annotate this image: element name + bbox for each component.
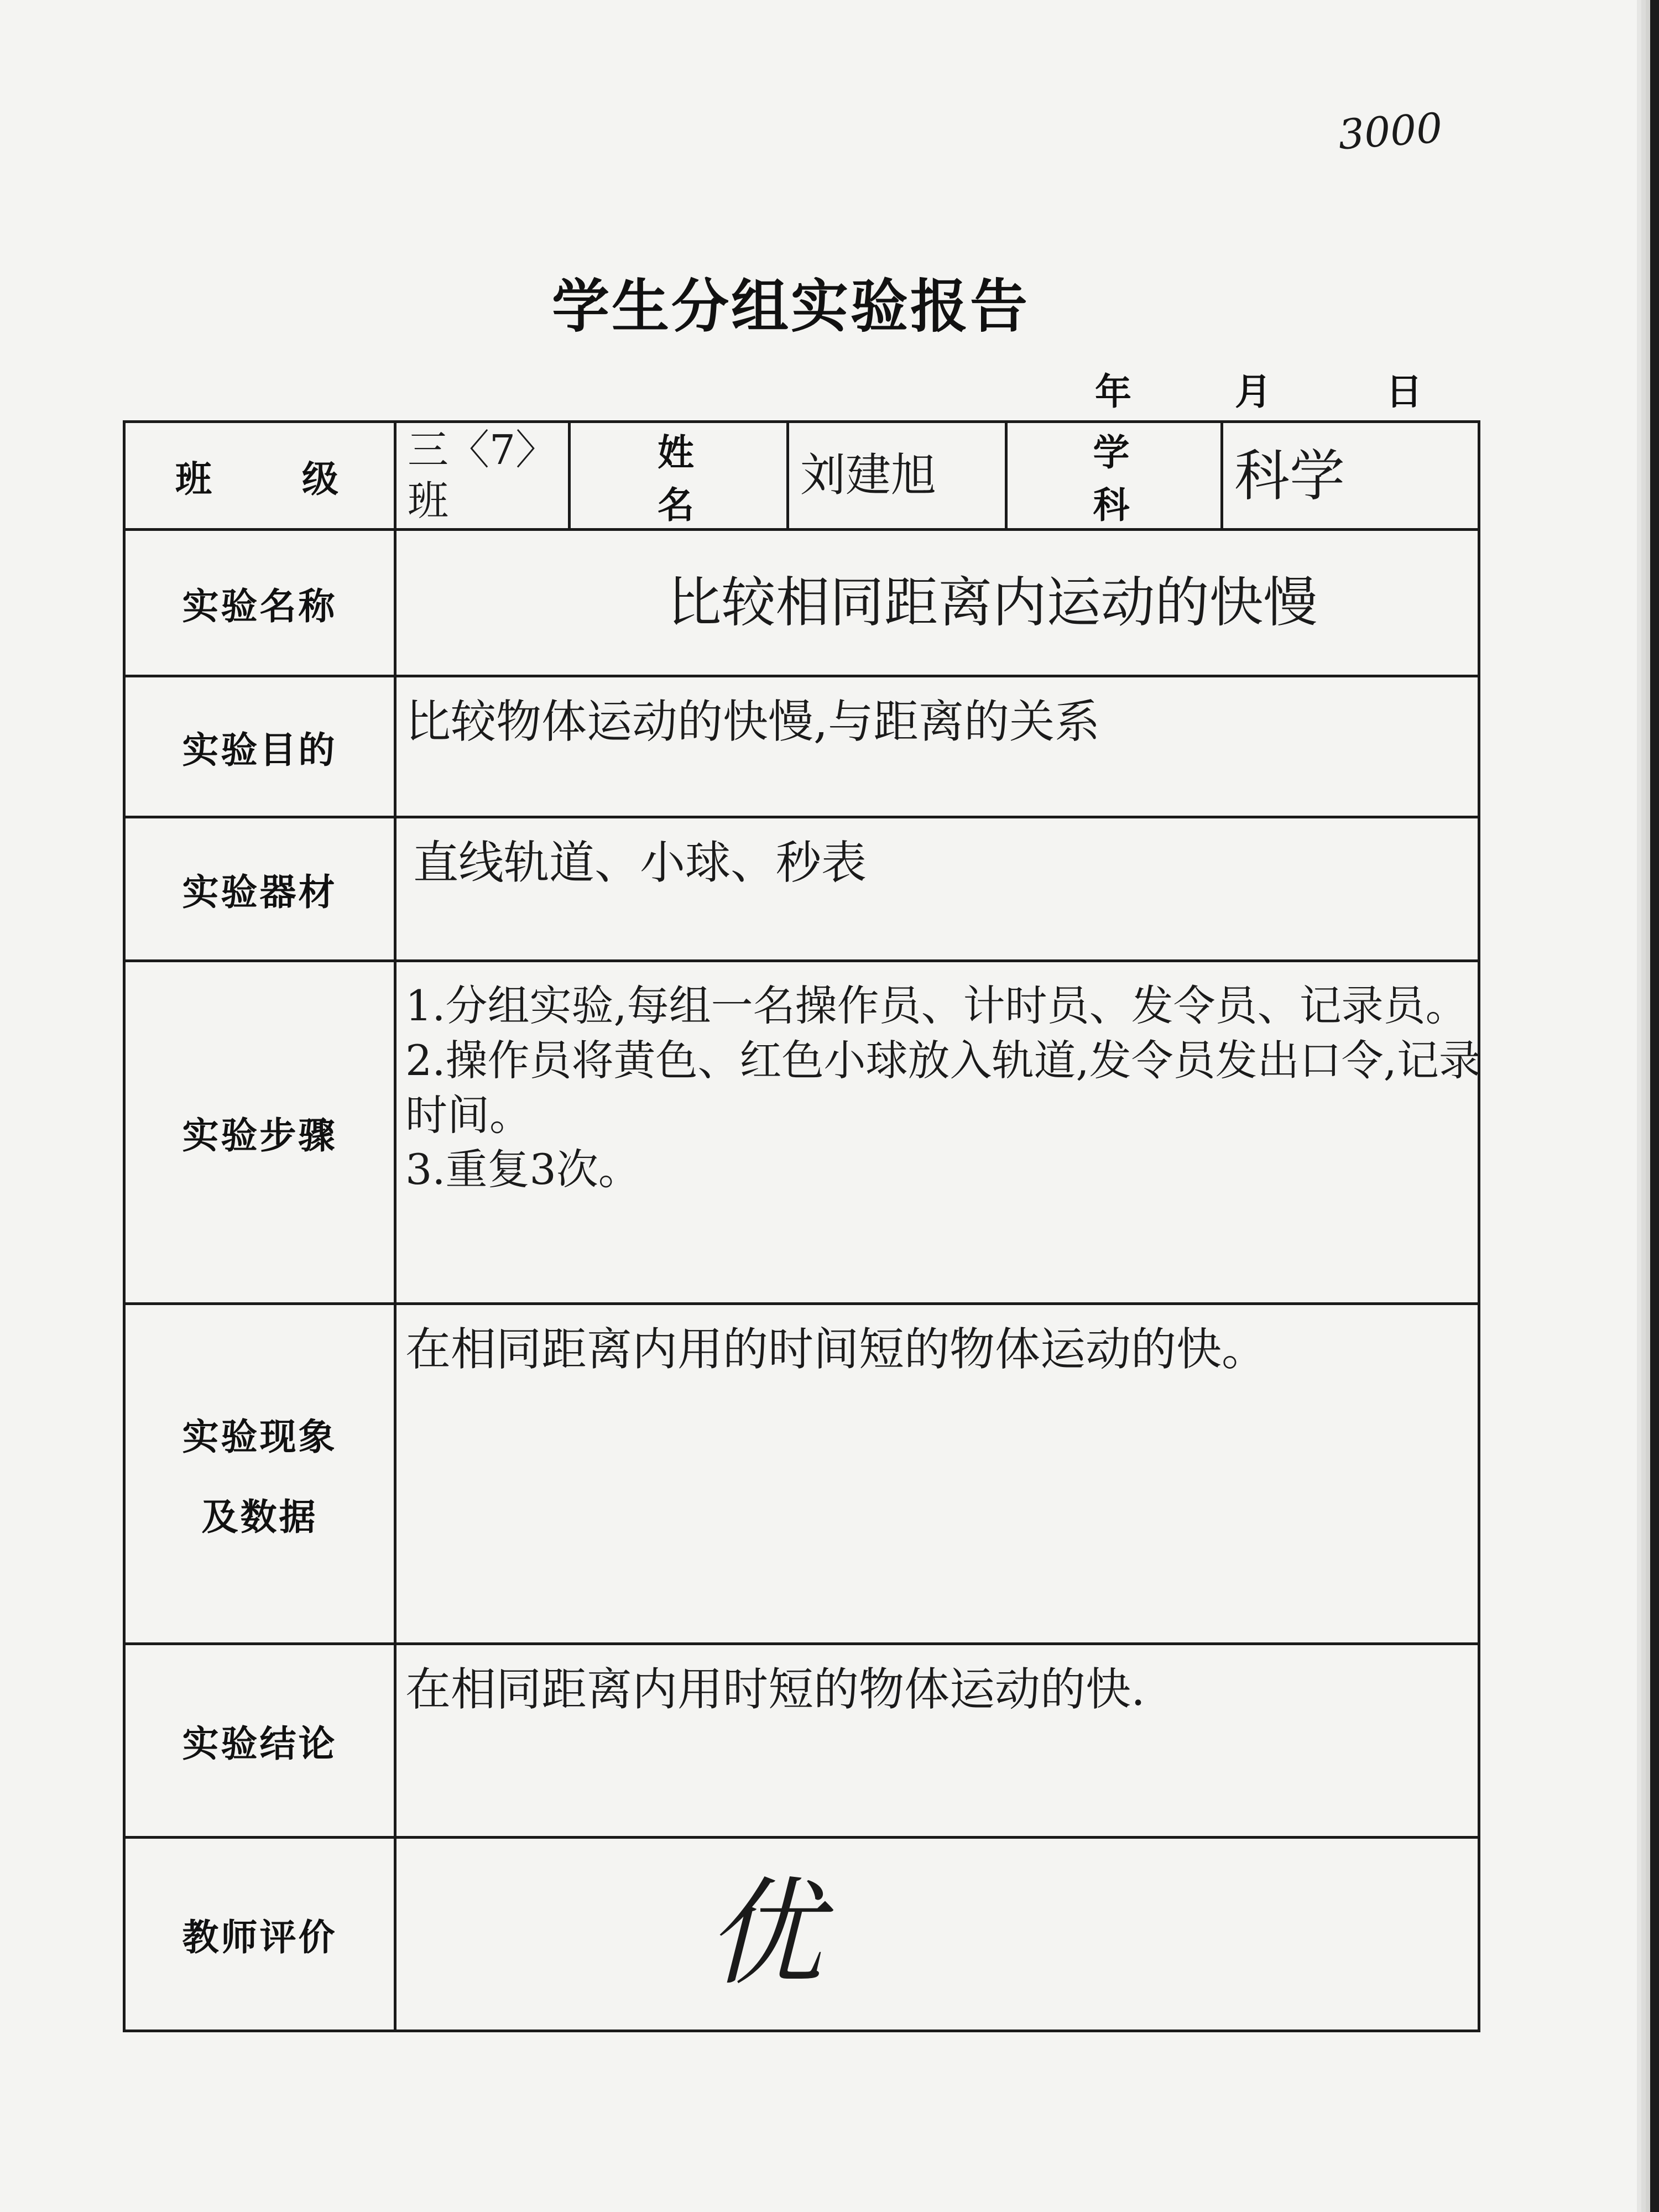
- equipment-value: 直线轨道、小球、秒表: [395, 817, 1479, 961]
- equipment-label: 实验器材: [124, 817, 395, 961]
- step-line: 2.操作员将黄色、红色小球放入轨道,发令员发出口令,记录: [405, 1035, 1481, 1085]
- date-month-label: 月: [1234, 371, 1271, 413]
- purpose-value: 比较物体运动的快慢,与距离的关系: [395, 676, 1479, 817]
- steps-content: [395, 961, 1479, 1304]
- steps-label: 实验步骤: [124, 961, 395, 1304]
- student-name-value: 刘建旭: [788, 422, 1006, 530]
- teacher-grade: 优: [395, 1838, 1479, 2031]
- conclusion-value: 在相同距离内用时短的物体运动的快.: [395, 1644, 1479, 1838]
- subject-label: 学 科: [1006, 422, 1222, 530]
- row-purpose: [124, 676, 1479, 817]
- report-table: [123, 420, 1480, 2032]
- date-year-label: 年: [1095, 371, 1131, 413]
- step-line: 时间。: [405, 1090, 531, 1140]
- row-equipment: [124, 817, 1479, 961]
- experiment-name-label: 实验名称: [124, 530, 395, 676]
- row-basic-info: [124, 422, 1479, 530]
- row-conclusion: [124, 1644, 1479, 1838]
- phenomena-label-line2: 及数据: [201, 1496, 318, 1538]
- class-value: 三〈7〉班: [395, 422, 570, 530]
- step-line: 1.分组实验,每组一名操作员、计时员、发令员、记录员。: [405, 981, 1468, 1030]
- row-experiment-name: [124, 530, 1479, 676]
- date-day-label: 日: [1385, 371, 1422, 413]
- row-steps: [124, 961, 1479, 1304]
- phenomena-value: 在相同距离内用的时间短的物体运动的快。: [395, 1304, 1479, 1644]
- phenomena-label-line1: 实验现象: [182, 1416, 337, 1458]
- teacher-eval-label: 教师评价: [124, 1838, 395, 2031]
- conclusion-label: 实验结论: [124, 1644, 395, 1838]
- step-line: 3.重复3次。: [405, 1145, 640, 1194]
- page-title: 学生分组实验报告: [551, 273, 1030, 340]
- row-phenomena: [124, 1304, 1479, 1644]
- name-label: 姓 名: [570, 422, 788, 530]
- purpose-label: 实验目的: [124, 676, 395, 817]
- phenomena-label: [124, 1304, 395, 1644]
- experiment-name-value: 比较相同距离内运动的快慢: [395, 530, 1479, 676]
- class-label: 班 级: [124, 422, 395, 530]
- row-teacher-eval: [124, 1838, 1479, 2031]
- subject-value: 科学: [1222, 422, 1479, 530]
- serial-number: 3000: [1337, 104, 1444, 159]
- date-line: [1095, 362, 1422, 415]
